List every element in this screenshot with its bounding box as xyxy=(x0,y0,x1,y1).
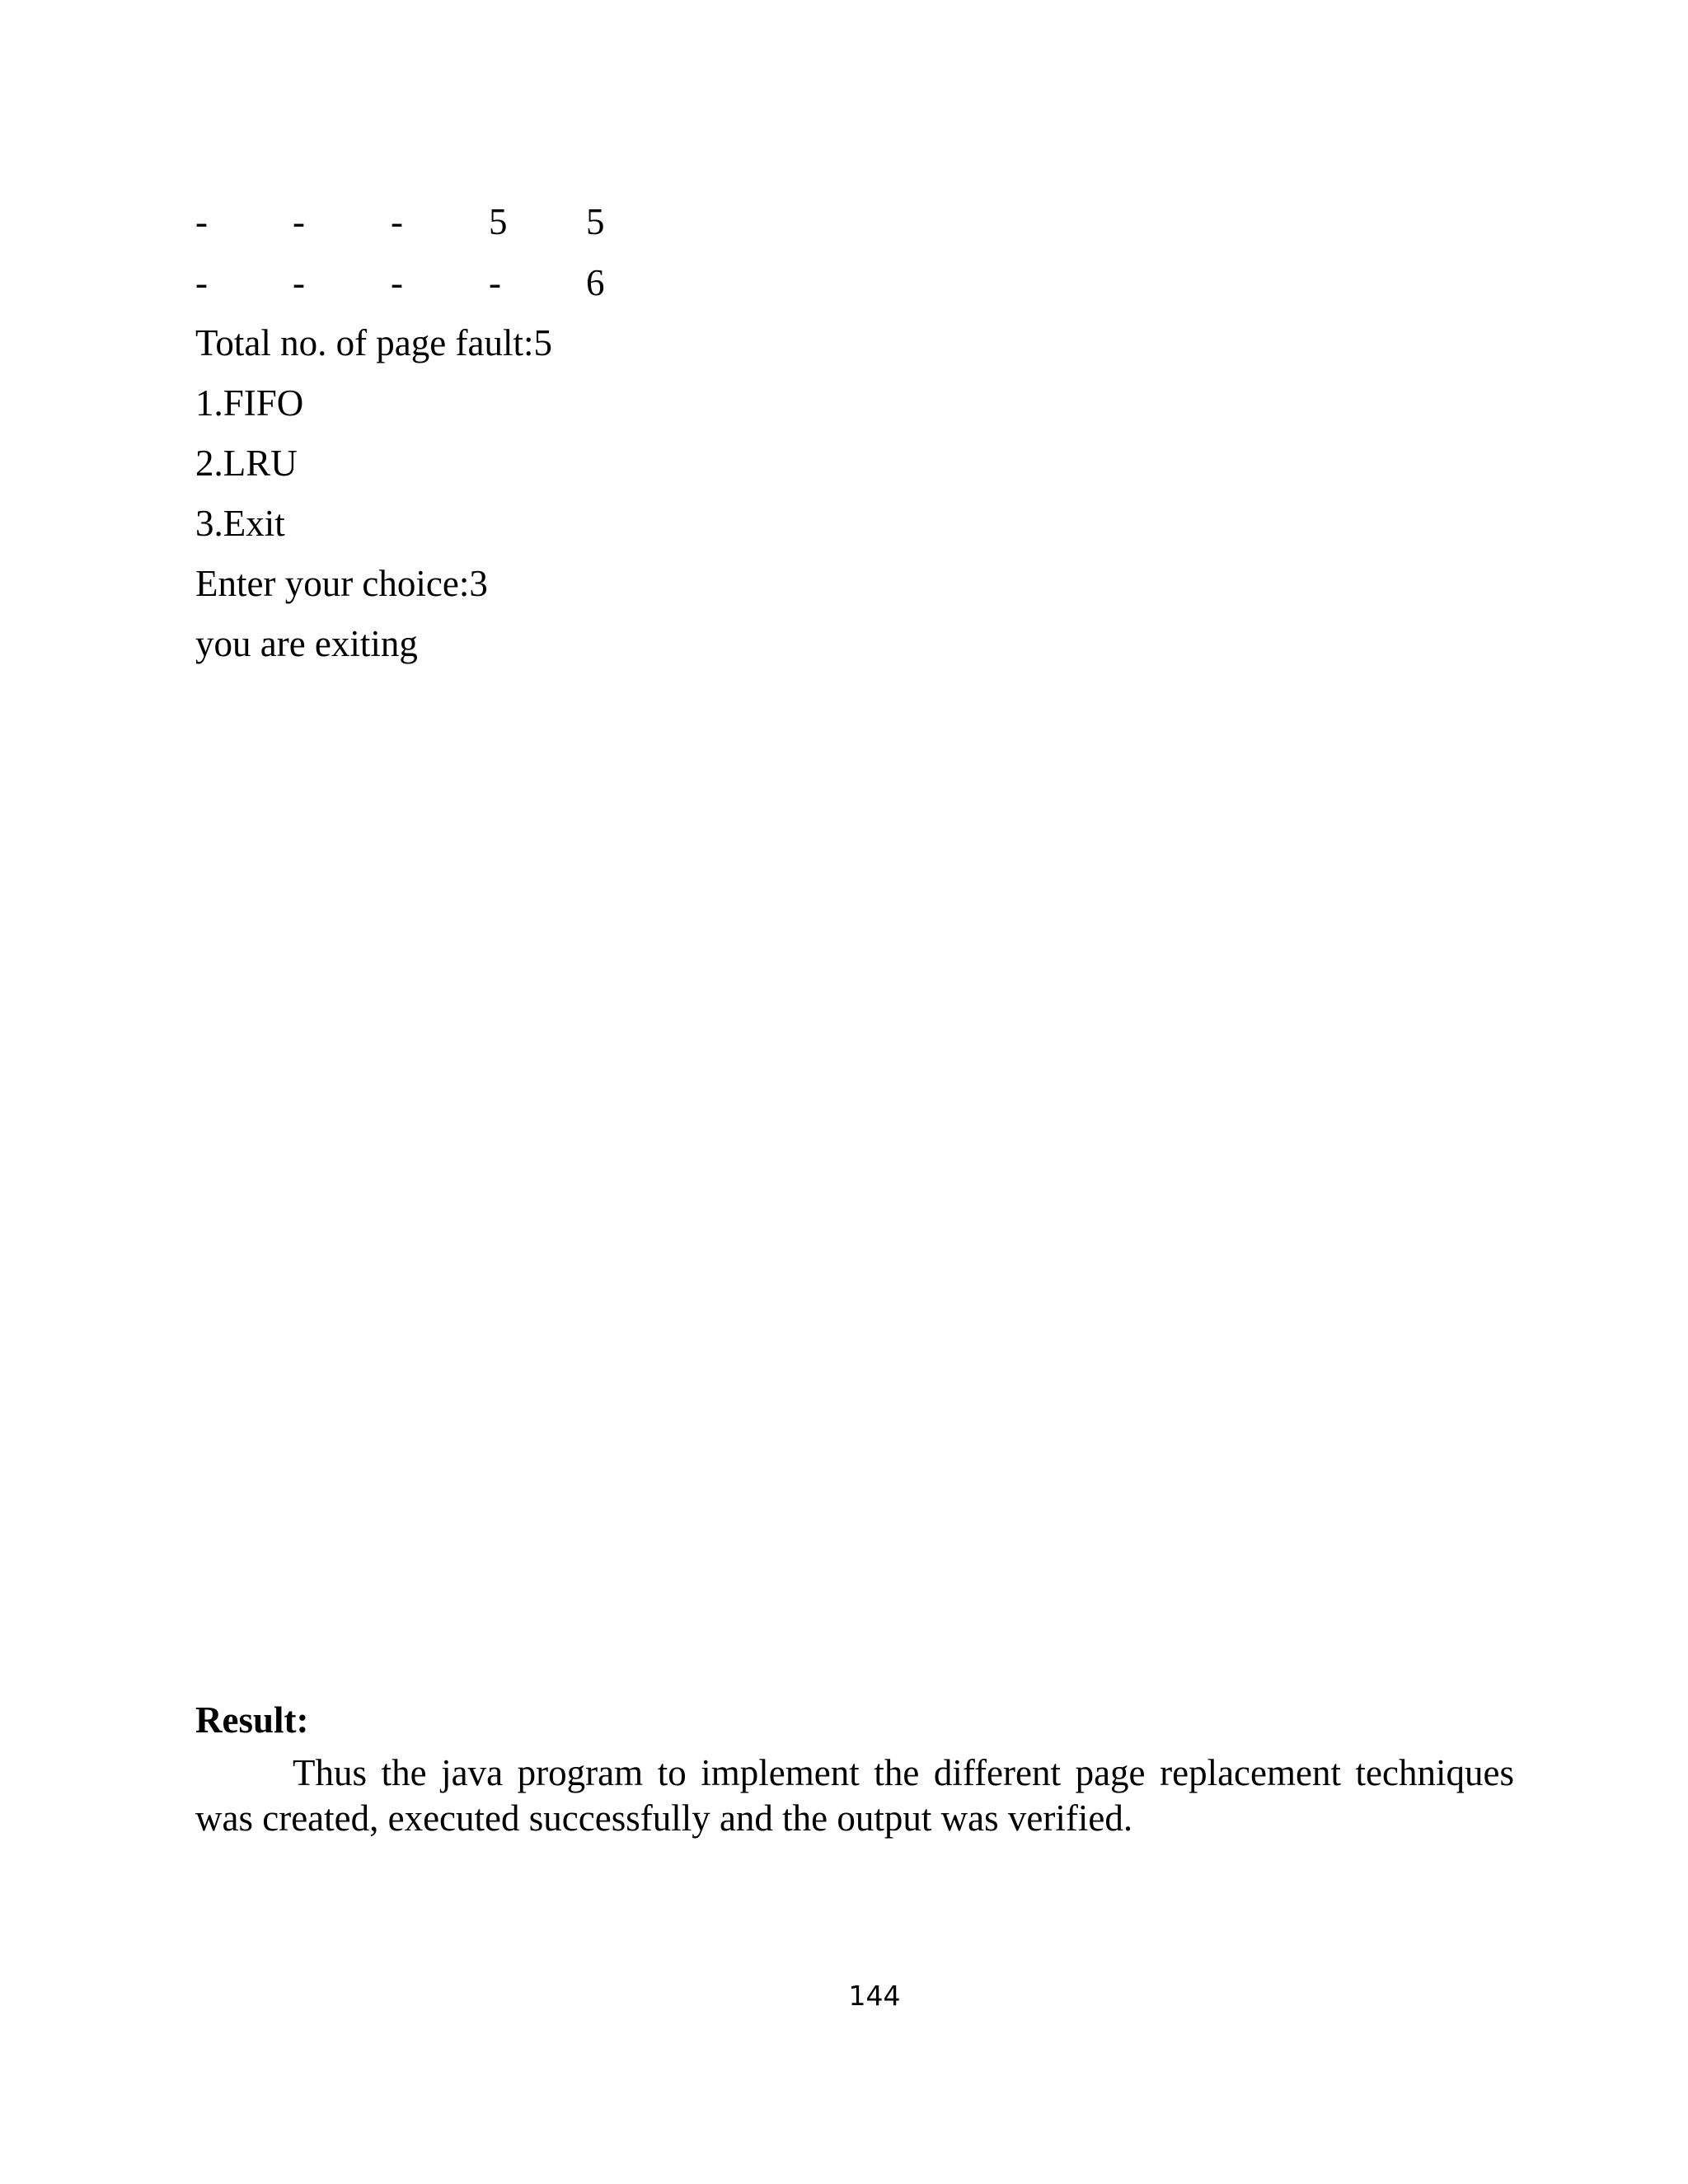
result-paragraph: Thus the java program to implement the different page replacement techniques was created, executed successfully and the output was verified. xyxy=(195,1752,1514,1839)
table-cell: 5 xyxy=(586,201,605,242)
table-cell: - xyxy=(195,262,208,303)
menu-option-fifo: 1.FIFO xyxy=(195,382,304,424)
program-output xyxy=(195,313,552,674)
choice-prompt: Enter your choice:3 xyxy=(195,563,488,604)
menu-option-exit: 3.Exit xyxy=(195,503,285,544)
page-fault-total: Total no. of page fault:5 xyxy=(195,322,552,363)
table-cell: - xyxy=(391,201,403,242)
page-number: 144 xyxy=(848,1980,901,2012)
table-cell: - xyxy=(293,262,305,303)
exit-message: you are exiting xyxy=(195,623,418,664)
menu-option-lru: 2.LRU xyxy=(195,443,298,484)
table-cell: - xyxy=(489,262,501,303)
table-cell: 5 xyxy=(489,201,508,242)
table-cell: - xyxy=(391,262,403,303)
table-cell: - xyxy=(195,201,208,242)
table-cell: - xyxy=(293,201,305,242)
result-heading: Result: xyxy=(195,1699,309,1741)
table-cell: 6 xyxy=(586,262,605,303)
